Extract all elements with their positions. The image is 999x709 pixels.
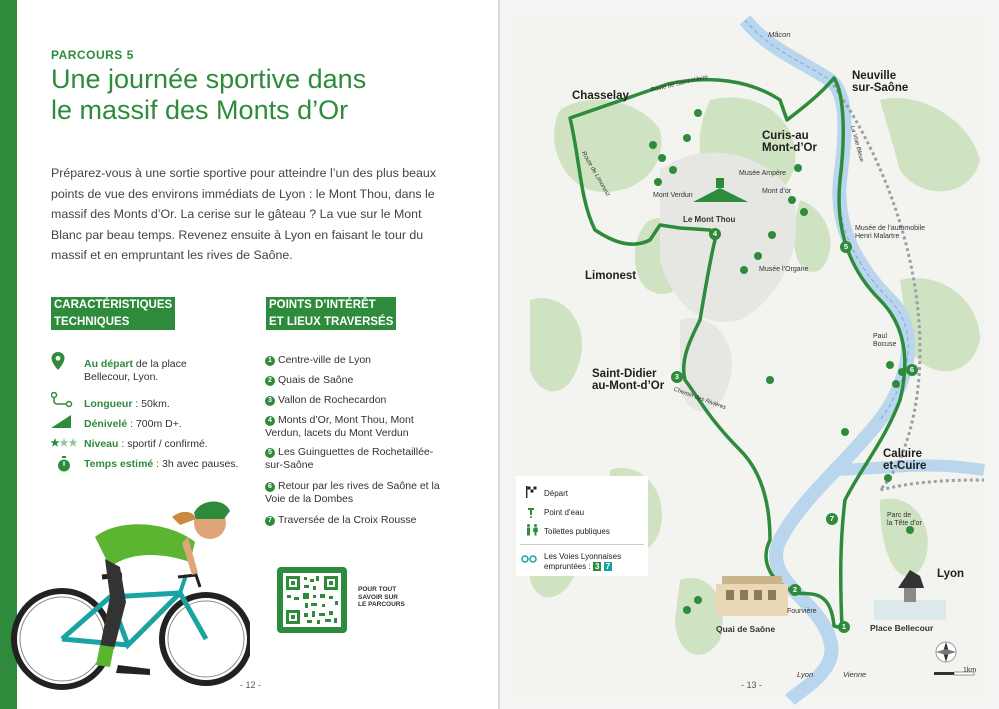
spec-temps-value: : 3h avec pauses. [153, 458, 239, 470]
page-number-left: - 12 - [240, 680, 262, 690]
poi-item-3 [265, 394, 386, 407]
qr-caption [358, 586, 418, 609]
label-parc-tete-or [887, 512, 922, 528]
town-lyon: Lyon [937, 568, 965, 580]
label-chemin-rivieres: Chemin des Rivières [672, 386, 727, 412]
poi-item-4 [265, 414, 414, 439]
label-musee-automobile-line-2: Henri Malartre [855, 233, 900, 240]
toilets-icon [525, 524, 539, 536]
label-route-st-hilaire: Route de Saint-Hilaire [650, 74, 709, 94]
legend-voies-line-2 [544, 562, 621, 572]
page-number-right: - 13 - [741, 680, 763, 690]
map-marker-7: 7 [826, 513, 838, 525]
spec-niveau-value: : sportif / confirmé. [118, 438, 208, 450]
town-curis [762, 130, 817, 154]
qr-code[interactable] [277, 567, 347, 633]
town-neuville-line-2: sur-Saône [852, 82, 909, 94]
label-voie-bleue: La Voie Bleue [848, 125, 865, 163]
label-mont-thou: Le Mont Thou [683, 215, 736, 224]
town-caluire-line-2: et-Cuire [883, 460, 927, 472]
town-caluire-line-1: Caluire [883, 448, 922, 460]
map-marker-4: 4 [709, 228, 721, 240]
label-parc-line-1: Parc de [887, 512, 912, 519]
route-map [500, 0, 999, 709]
label-parc-line-2: la Tête d’or [887, 520, 922, 527]
spec-longueur-key: Longueur [84, 398, 133, 410]
specs-heading [51, 297, 175, 330]
label-paul-bocuse-line-2: Bocuse [873, 341, 897, 348]
poi-heading-line-2: ET LIEUX TRAVERSÉS [269, 315, 394, 328]
map-marker-6: 6 [906, 364, 918, 376]
spec-niveau [84, 438, 208, 451]
map-marker-1: 1 [838, 621, 850, 633]
page-title [51, 64, 431, 126]
spec-longueur [84, 398, 170, 411]
spec-depart-value: de la place [133, 358, 187, 370]
map-marker-3: 3 [671, 371, 683, 383]
map-marker-5: 5 [840, 241, 852, 253]
label-scale: 1km [963, 667, 977, 674]
poi-number: 1 [265, 356, 275, 366]
label-mont-verdun: Mont Verdun [653, 192, 693, 199]
map-legend [516, 476, 648, 576]
spec-depart [84, 358, 187, 384]
label-place-bellecour: Place Bellecour [870, 623, 934, 633]
town-neuville [852, 70, 908, 94]
legend-toilettes: Toilettes publiques [544, 527, 610, 536]
poi-label: Traversée de la Croix Rousse [278, 514, 417, 526]
label-musee-automobile [855, 225, 925, 241]
poi-label: Monts d’Or, Mont Thou, Mont [278, 414, 414, 426]
intro-paragraph: Préparez-vous à une sortie sportive pour atteindre l’un des plus beaux points de vue des environs immédiats de Lyon : le Mont Thou, dans le massif des Monts d’Or. La cerise sur le gâteau ? La vue sur le Mont Blanc par beau temps. Revenez ensuite à Lyon en faisant le tour du massif et en empruntant les rives de Saône. [51, 166, 437, 262]
spec-denivele [84, 418, 182, 431]
legend-voies-lyonnaises [544, 552, 621, 571]
poi-number: 7 [265, 516, 275, 526]
spec-longueur-value: : 50km. [132, 398, 170, 410]
poi-label: Vallon de Rochecardon [278, 394, 387, 406]
elevation-icon [51, 414, 73, 428]
poi-number: 2 [265, 376, 275, 386]
qr-caption-line: POUR TOUT [358, 586, 397, 593]
poi-number: 4 [265, 416, 275, 426]
poi-label-2: sur-Saône [265, 458, 314, 471]
label-musee-ampere: Musée Ampère [739, 170, 787, 177]
label-paul-bocuse-line-1: Paul [873, 333, 888, 340]
poi-label: Centre-ville de Lyon [278, 354, 371, 366]
quai-de-saone-illustration [716, 576, 788, 616]
label-vienne: Vienne [843, 670, 867, 679]
label-fourviere: Fourvière [787, 608, 817, 615]
checkered-flag-icon [525, 486, 537, 498]
town-curis-line-1: Curis-au [762, 130, 809, 142]
poi-label: Quais de Saône [278, 374, 354, 386]
qr-caption-line: SAVOIR SUR [358, 593, 398, 601]
label-mont-dor: Mont d’or [762, 188, 792, 195]
spec-temps [84, 458, 238, 471]
spec-depart-value-2: Bellecour, Lyon. [84, 371, 159, 383]
qr-code-pattern [283, 573, 341, 627]
route-length-icon [51, 392, 73, 408]
poi-number: 3 [265, 396, 275, 406]
label-musee-automobile-line-1: Musée de l’automobile [855, 225, 926, 232]
poi-item-6 [265, 480, 440, 505]
label-quai-saone: Quai de Saône [716, 624, 776, 634]
route-eyebrow: PARCOURS 5 [51, 48, 134, 62]
label-lyon-south: Lyon [797, 670, 814, 679]
label-paul-bocuse [873, 333, 896, 349]
stopwatch-icon [57, 456, 71, 472]
water-tap-icon [525, 506, 537, 518]
qr-caption-line: LE PARCOURS [358, 601, 405, 608]
spec-niveau-key: Niveau [84, 438, 119, 450]
title-line-1: Une journée sportive dans [51, 64, 367, 94]
legend-point-eau: Point d’eau [544, 508, 585, 517]
label-musee-organe: Musée l’Organe [759, 266, 809, 273]
spec-denivele-key: Dénivelé [84, 418, 128, 430]
poi-label: Retour par les rives de Saône et la [278, 480, 440, 492]
town-neuville-line-1: Neuville [852, 70, 897, 82]
legend-divider [520, 544, 644, 545]
town-limonest: Limonest [585, 270, 637, 282]
compass-icon [936, 642, 956, 662]
cyclist-illustration [10, 497, 250, 702]
label-macon: Mâcon [768, 30, 791, 39]
poi-item-7 [265, 514, 417, 527]
poi-label-2: Voie de la Dombes [265, 492, 354, 505]
spec-denivele-value: : 700m D+. [127, 418, 182, 430]
town-saint-didier [592, 368, 664, 392]
legend-voies-caption: empruntées : [544, 561, 591, 571]
legend-voies-line-1: Les Voies Lyonnaises [544, 552, 622, 561]
poi-item-5 [265, 446, 433, 471]
poi-label: Les Guinguettes de Rochetaillée- [278, 446, 434, 458]
poi-heading-line-1: POINTS D’INTÉRÊT [269, 299, 376, 311]
poi-item-1 [265, 354, 371, 367]
spec-depart-key: Au départ [84, 358, 134, 370]
poi-item-2 [265, 374, 353, 387]
town-curis-line-2: Mont-d’Or [762, 142, 817, 154]
left-page [0, 0, 498, 709]
town-saint-didier-line-1: Saint-Didier [592, 368, 657, 380]
specs-heading-line-2: TECHNIQUES [54, 315, 130, 328]
legend-voie-badge-3: 3 [594, 561, 600, 571]
difficulty-stars-icon [51, 438, 77, 448]
specs-heading-line-1: CARACTÉRISTIQUES [54, 299, 173, 311]
title-line-2: le massif des Monts d’Or [51, 95, 349, 125]
poi-heading [266, 297, 396, 330]
legend-depart: Départ [544, 489, 569, 498]
town-chasselay: Chasselay [572, 90, 629, 102]
label-route-limonest: Route de Limonest [579, 150, 611, 198]
spec-temps-key: Temps estimé [84, 458, 154, 470]
poi-number: 5 [265, 448, 275, 458]
poi-label-2: Verdun, lacets du Mont Verdun [265, 426, 409, 439]
location-pin-icon [51, 352, 65, 370]
mont-thou-tower [716, 178, 724, 188]
bike-lane-icon [521, 554, 537, 564]
town-caluire [883, 448, 926, 472]
map-marker-2: 2 [789, 584, 801, 596]
town-saint-didier-line-2: au-Mont-d’Or [592, 380, 665, 392]
poi-number: 6 [265, 482, 275, 492]
legend-voie-badge-7: 7 [605, 561, 611, 571]
